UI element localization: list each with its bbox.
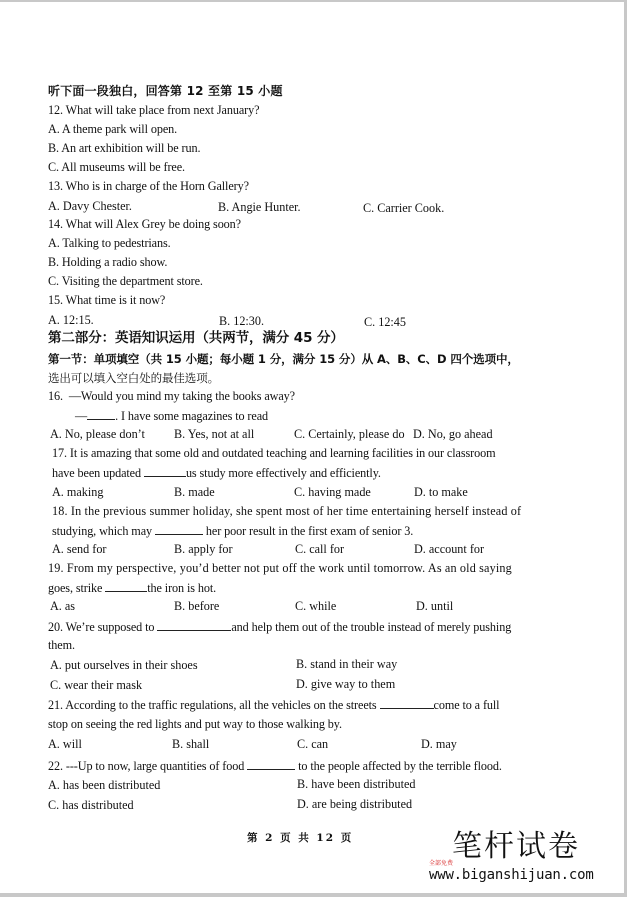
q17-option-b: B. made bbox=[174, 485, 215, 499]
question-number: 22. bbox=[48, 759, 63, 773]
question-number: 20. bbox=[48, 620, 63, 634]
question-number: 14. bbox=[48, 217, 63, 231]
answer-blank bbox=[247, 758, 295, 770]
question-18-line2 bbox=[52, 523, 413, 539]
q17-option-d: D. to make bbox=[414, 485, 468, 499]
q13-option-b: B. Angie Hunter. bbox=[218, 200, 301, 214]
q18-option-b: B. apply for bbox=[174, 542, 233, 556]
q16-option-c: C. Certainly, please do bbox=[294, 427, 405, 441]
q19-option-c: C. while bbox=[295, 599, 337, 613]
question-text: It is amazing that some old and outdated teaching and learning facilities in our classroom bbox=[69, 446, 496, 460]
q16-option-b: B. Yes, not at all bbox=[174, 427, 255, 441]
q22-option-d: D. are being distributed bbox=[297, 797, 413, 811]
answer-blank bbox=[155, 523, 203, 535]
page-border-top bbox=[0, 0, 627, 2]
question-number: 19. bbox=[48, 561, 64, 575]
question-number: 13. bbox=[48, 179, 63, 193]
question-13 bbox=[48, 179, 249, 194]
question-text: her poor result in the first exam of senior 3. bbox=[202, 524, 414, 538]
question-text: goes, strike bbox=[48, 581, 106, 595]
question-text: We’re supposed to bbox=[65, 620, 158, 634]
question-text: . I have some magazines to read bbox=[115, 409, 268, 423]
question-16-line2 bbox=[75, 408, 268, 424]
question-19 bbox=[48, 561, 512, 576]
question-21 bbox=[48, 697, 499, 713]
question-15 bbox=[48, 293, 165, 308]
question-text: What time is it now? bbox=[65, 293, 166, 307]
answer-blank bbox=[87, 408, 115, 420]
question-number: 18. bbox=[52, 504, 68, 518]
q21-option-a: A. will bbox=[48, 737, 82, 751]
q15-option-a: A. 12:15. bbox=[48, 313, 94, 327]
question-text: What will take place from next January? bbox=[65, 103, 260, 117]
q21-option-c: C. can bbox=[297, 737, 329, 751]
question-number: 15. bbox=[48, 293, 63, 307]
question-text: What will Alex Grey be doing soon? bbox=[65, 217, 241, 231]
question-number: 16. bbox=[48, 389, 63, 403]
dash: — bbox=[75, 409, 88, 423]
q22-option-c: C. has distributed bbox=[48, 798, 134, 812]
q22-option-b: B. have been distributed bbox=[297, 777, 416, 791]
question-19-line2 bbox=[48, 580, 216, 596]
q13-option-a: A. Davy Chester. bbox=[48, 199, 132, 213]
q20-option-b: B. stand in their way bbox=[296, 657, 398, 671]
q22-option-a: A. has been distributed bbox=[48, 778, 161, 792]
q12-option-a: A. A theme park will open. bbox=[48, 122, 178, 136]
q13-option-c: C. Carrier Cook. bbox=[363, 201, 445, 215]
question-12 bbox=[48, 103, 259, 118]
q18-option-c: C. call for bbox=[295, 542, 345, 556]
q16-option-a: A. No, please don’t bbox=[50, 427, 145, 441]
question-18 bbox=[52, 504, 521, 519]
q20-option-c: C. wear their mask bbox=[50, 678, 143, 692]
q19-option-b: B. before bbox=[174, 599, 220, 613]
question-text: From my perspective, you’d better not put off the work until tomorrow. As an old saying bbox=[66, 561, 512, 575]
question-text: —Would you mind my taking the books away? bbox=[68, 389, 295, 403]
question-number: 12. bbox=[48, 103, 63, 117]
q20-option-a: A. put ourselves in their shoes bbox=[50, 658, 198, 672]
q21-option-b: B. shall bbox=[172, 737, 210, 751]
question-text: studying, which may bbox=[52, 524, 155, 538]
q18-option-d: D. account for bbox=[414, 542, 485, 556]
question-16 bbox=[48, 389, 295, 404]
q15-option-c: C. 12:45 bbox=[364, 315, 406, 329]
question-17-line2 bbox=[52, 465, 381, 481]
question-text: and help them out of the trouble instead of merely pushing bbox=[231, 620, 512, 634]
section1-instruction-line1: 第一节：单项填空（共 15 小题；每小题 1 分，满分 15 分）从 A、B、C、D 四个选项中， bbox=[48, 352, 519, 366]
watermark-badge: 全部免费 bbox=[429, 860, 454, 867]
question-text: Who is in charge of the Horn Gallery? bbox=[65, 179, 249, 193]
answer-blank bbox=[157, 619, 231, 631]
q19-option-a: A. as bbox=[50, 599, 76, 613]
question-20 bbox=[48, 619, 511, 635]
q14-option-a: A. Talking to pedestrians. bbox=[48, 236, 171, 250]
question-20-line2: them. bbox=[48, 638, 75, 652]
q15-option-b: B. 12:30. bbox=[219, 314, 265, 328]
question-text: In the previous summer holiday, she spent most of her time entertaining herself instead of bbox=[70, 504, 522, 518]
question-text: have been updated bbox=[52, 466, 144, 480]
question-number: 17. bbox=[52, 446, 67, 460]
question-text: come to a full bbox=[433, 698, 500, 712]
question-17 bbox=[52, 446, 495, 461]
question-text: According to the traffic regulations, all the vehicles on the streets bbox=[65, 698, 380, 712]
part2-title: 第二部分：英语知识运用（共两节，满分 45 分） bbox=[48, 330, 344, 346]
q18-option-a: A. send for bbox=[52, 542, 107, 556]
question-21-line2: stop on seeing the red lights and put way to those walking by. bbox=[48, 717, 342, 731]
question-22 bbox=[48, 758, 502, 774]
listening-instruction: 听下面一段独白，回答第 12 至第 15 小题 bbox=[48, 84, 283, 98]
q16-option-d: D. No, go ahead bbox=[413, 427, 493, 441]
answer-blank bbox=[144, 465, 186, 477]
q17-option-c: C. having made bbox=[294, 485, 371, 499]
q20-option-d: D. give way to them bbox=[296, 677, 396, 691]
question-14 bbox=[48, 217, 241, 232]
question-text: to the people affected by the terrible flood. bbox=[295, 759, 502, 773]
q14-option-c: C. Visiting the department store. bbox=[48, 274, 203, 288]
page-indicator: 第 2 页 共 12 页 bbox=[247, 832, 354, 844]
answer-blank bbox=[105, 580, 147, 592]
section1-instruction-line2: 选出可以填入空白处的最佳选项。 bbox=[48, 371, 219, 385]
watermark-url: www.biganshijuan.com bbox=[429, 867, 594, 883]
q12-option-c: C. All museums will be free. bbox=[48, 160, 185, 174]
question-text: us study more effectively and efficiently. bbox=[185, 466, 381, 480]
question-text: ---Up to now, large quantities of food bbox=[65, 759, 248, 773]
answer-blank bbox=[380, 697, 434, 709]
q21-option-d: D. may bbox=[421, 737, 457, 751]
question-number: 21. bbox=[48, 698, 63, 712]
question-text: the iron is hot. bbox=[147, 581, 217, 595]
q17-option-a: A. making bbox=[52, 485, 104, 499]
watermark-title: 笔杆试卷 bbox=[452, 829, 580, 864]
q12-option-b: B. An art exhibition will be run. bbox=[48, 141, 201, 155]
page-border-bottom bbox=[0, 893, 627, 897]
q19-option-d: D. until bbox=[416, 599, 454, 613]
q14-option-b: B. Holding a radio show. bbox=[48, 255, 168, 269]
